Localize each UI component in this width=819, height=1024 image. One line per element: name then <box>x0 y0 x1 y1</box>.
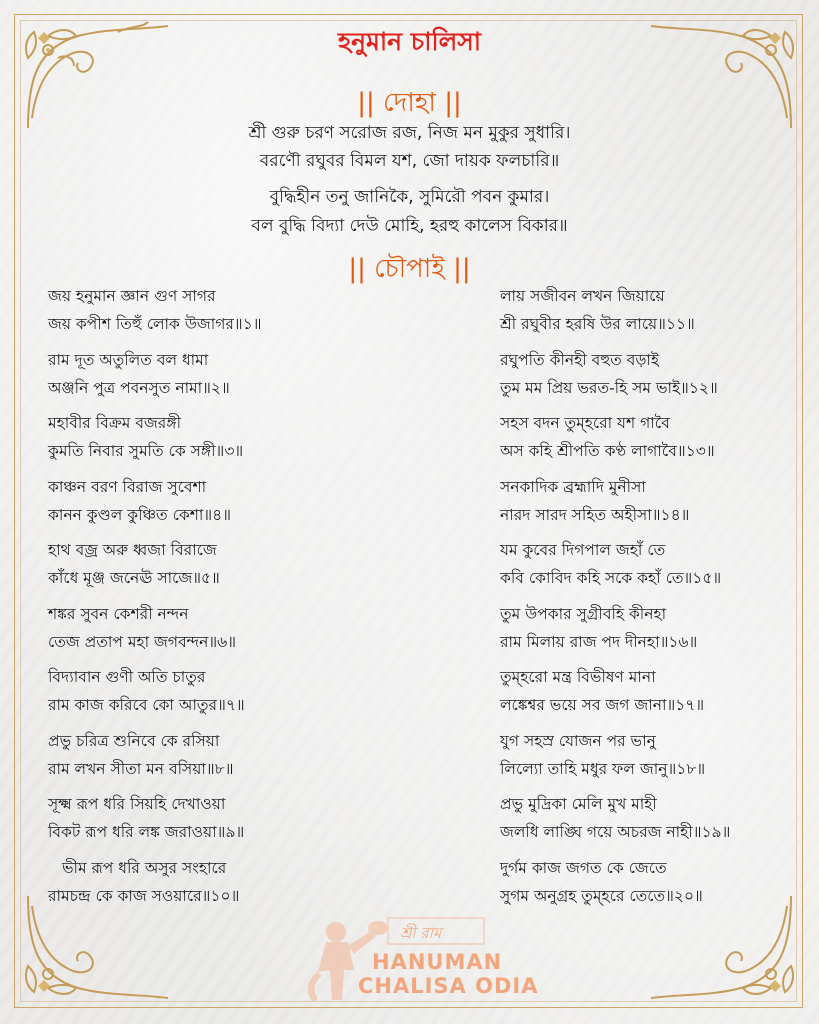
verse-line: তুম মম প্রিয় ভরত-হি সম ভাই॥১২॥ <box>500 378 718 397</box>
verse-line: লঙ্কেশ্বর ভয়ে সব জগ জানা॥১৭॥ <box>500 696 705 714</box>
watermark-brand-line-2: CHALISA ODIA <box>358 974 539 998</box>
verse-line: জয় হনুমান জ্ঞান গুণ সাগর <box>48 287 216 305</box>
verse-line: রাম লখন সীতা মন বসিয়া॥৮॥ <box>48 759 234 778</box>
verse-line: যুগ সহস্র যোজন পর ভানু <box>500 731 656 750</box>
doha-line-1: শ্রী গুরু চরণ সরোজ রজ, নিজ মন মুকুর সুধারি। <box>248 123 571 143</box>
verse-20 <box>500 854 810 918</box>
doha-line-4: বল বুদ্ধি বিদ্যা দেউ মোহি, হরহু কালেস বিকার॥ <box>251 216 568 236</box>
verse-line: তুম উপকার সুগ্রীবহি কীনহা <box>500 604 667 623</box>
verse-line: সূক্ষ্ম রূপ ধরি সিয়হি দেখাওয়া <box>48 795 226 813</box>
verse-line: কাঁধে মূঞ্জ জনেঊ সাজে॥৫॥ <box>48 569 220 587</box>
verse-6 <box>48 600 388 664</box>
verse-line: দুর্গম কাজ জগত কে জেতে <box>500 858 667 877</box>
verse-8 <box>48 727 388 791</box>
verse-3 <box>48 409 388 473</box>
verse-line: লিল্যো তাহি মধুর ফল জানু॥১৮॥ <box>500 759 706 778</box>
verse-line: রামচন্দ্র কে কাজ সওয়ারে॥১০॥ <box>48 886 240 905</box>
verse-line: হাথ বজ্র অরু ধ্বজা বিরাজে <box>48 541 217 559</box>
verse-line: বিকট রূপ ধরি লঙ্ক জরাওয়া॥৯॥ <box>48 823 245 841</box>
verse-13 <box>500 409 810 473</box>
verse-line: সহস বদন তুম্হরো যশ গাবৈ <box>500 414 670 432</box>
verse-line: মহাবীর বিক্রম বজরঙ্গী <box>48 414 182 432</box>
doha-heading: || দোহা || <box>357 88 462 118</box>
verse-19 <box>500 790 810 854</box>
verse-line: রাম কাজ করিবে কো আতুর॥৭॥ <box>48 696 245 714</box>
verse-4 <box>48 473 388 537</box>
verse-line: তেজ প্রতাপ মহা জগবন্দন॥৬॥ <box>48 632 236 651</box>
verse-line: তুম্হরো মন্ত্র বিভীষণ মানা <box>500 668 656 686</box>
verse-7 <box>48 663 388 727</box>
verse-line: শঙ্কর সুবন কেশরী নন্দন <box>48 604 189 623</box>
verse-12 <box>500 346 810 410</box>
verse-line: রঘুপতি কীনহী বহুত বড়াই <box>500 350 659 369</box>
verse-line: নারদ সারদ সহিত অহীসা॥১৪॥ <box>500 505 690 524</box>
chaupai-heading: || চৌপাই || <box>348 254 471 284</box>
verse-17 <box>500 663 810 727</box>
doha-line-2: বরণৌ রঘুবর বিমল যশ, জো দায়ক ফলচারি॥ <box>259 151 560 171</box>
verse-line: অস কহি শ্রীপতি কণ্ঠ লাগাবৈ॥১৩॥ <box>500 442 715 460</box>
verse-line: জয় কপীশ তিহুঁ লোক উজাগর॥১॥ <box>48 315 262 333</box>
verse-14 <box>500 473 810 537</box>
watermark-brand-line-1: HANUMAN <box>372 950 503 974</box>
verse-2 <box>48 346 388 410</box>
verse-line: রাম মিলায় রাজ পদ দীনহা॥১৬॥ <box>500 632 698 651</box>
verse-line: অঞ্জনি পুত্র পবনসুত নামা॥২॥ <box>48 378 230 397</box>
verse-line: বিদ্যাবান গুণী অতি চাতুর <box>48 668 206 686</box>
verse-1 <box>48 282 388 346</box>
verse-line: জলধি লাঙ্ঘি গয়ে অচরজ নাহী॥১৯॥ <box>500 823 731 841</box>
verse-line: যম কুবের দিগপাল জহাঁ তে <box>500 541 666 559</box>
verse-5 <box>48 536 388 600</box>
page-title: হনুমান চালিসা <box>337 27 482 56</box>
watermark-signature: শ্রী রাম <box>400 924 442 942</box>
verse-9 <box>48 790 388 854</box>
verse-18 <box>500 727 810 791</box>
verse-line: সনকাদিক ব্রহ্মাদি মুনীসা <box>500 477 646 496</box>
verse-16 <box>500 600 810 664</box>
verse-11 <box>500 282 810 346</box>
verse-line: শ্রী রঘুবীর হরষি উর লায়ে॥১১॥ <box>500 315 695 333</box>
verse-line: প্রভু মুদ্রিকা মেলি মুখ মাহী <box>500 795 657 813</box>
verse-line: ভীম রূপ ধরি অসুর সংহারে <box>62 858 227 877</box>
verse-line: কুমতি নিবার সুমতি কে সঙ্গী॥৩॥ <box>48 442 244 460</box>
chaupai-right-column <box>500 282 810 917</box>
verse-line: কানন কুণ্ডল কুঞ্চিত কেশা॥৪॥ <box>48 505 232 524</box>
verse-line: সুগম অনুগ্রহ তুম্হরে তেতে॥২০॥ <box>500 886 703 905</box>
verse-line: রাম দূত অতুলিত বল ধামা <box>48 350 209 369</box>
verse-line: লায় সজীবন লখন জিয়ায়ে <box>500 287 665 305</box>
verse-line: কবি কোবিদ কহি সকে কহাঁ তে॥১৫॥ <box>500 569 722 587</box>
chaupai-left-column <box>48 282 388 917</box>
verse-line: কাঞ্চন বরণ বিরাজ সুবেশা <box>48 477 207 496</box>
doha-line-3: বুদ্ধিহীন তনু জানিকৈ, সুমিরৌ পবন কুমার। <box>269 187 550 207</box>
verse-10 <box>48 854 388 918</box>
verse-15 <box>500 536 810 600</box>
verse-line: প্রভু চরিত্র শুনিবে কে রসিয়া <box>48 731 220 750</box>
